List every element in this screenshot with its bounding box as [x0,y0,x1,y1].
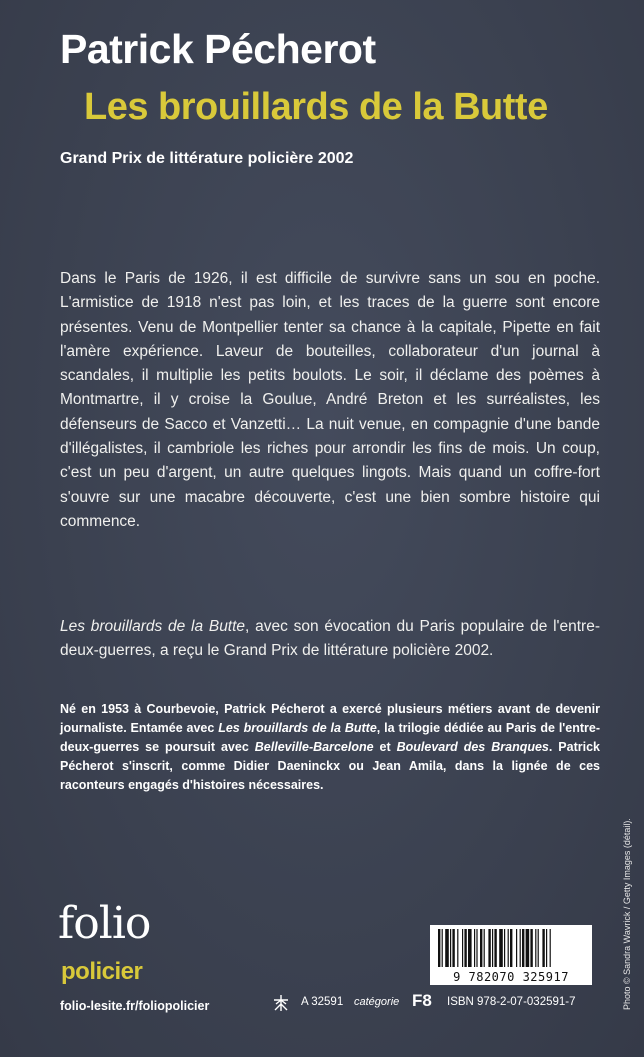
gallimard-icon [272,994,290,1012]
product-code: A 32591 [301,996,344,1008]
bio-text-3: et [373,740,397,754]
bio-title-1: Les brouillards de la Butte [218,721,377,735]
category-code: F8 [412,991,432,1010]
policier-logo: policier [61,958,143,985]
synopsis: Dans le Paris de 1926, il est difficile de survivre sans un sou en poche. L'armistice de 1918 n'est pas loin, et les traces de la guerre sont encore présentes. Venu de Montpellier tenter sa chance à la capitale, Pipette en fait l'amère expérience. Laveur de bouteilles, collaborateur d'un journal à scandales, il multiplie les petits boulots. Le soir, il déclame des poèmes à Montmartre, il y croise la Goulue, André Breton et les surréalistes, les défenseurs de Sacco et Vanzetti… La nuit venue, en compagnie d'une bande d'illégalistes, il cambriole les riches pour arrondir les fins de mois. Un coup, c'est un peu d'argent, un autre quelques lingots. Mais quand un coffre-fort s'ouvre sur une macabre découverte, c'est une bien sombre histoire qui commence. [60,270,600,530]
category-label: catégorie [354,996,400,1008]
barcode [430,925,592,985]
bio-title-3: Boulevard des Branques [396,740,549,754]
folio-logo: folio [58,898,151,949]
bio-text-4: . Patrick Pécherot s'inscrit, comme Didier Daeninckx ou Jean Amila, dans la lignée de ces raconteurs engagés d'histoires nécessaires. [60,740,601,792]
bio-text-2: , la trilogie dédiée au Paris de l'entre-deux-guerres se poursuit avec [60,721,600,754]
prize-paragraph-title: Les brouillards de la Butte [60,618,246,635]
author-bio [60,700,600,795]
isbn: ISBN 978-2-07-032591-7 [447,996,576,1008]
barcode-digits: 9 782070 325917 [453,970,569,984]
book-title: Les brouillards de la Butte [84,86,548,128]
prize-line: Grand Prix de littérature policière 2002 [60,150,354,167]
bio-title-2: Belleville-Barcelone [254,740,374,754]
prize-paragraph-text: , avec son évocation du Paris populaire de l'entre-deux-guerres, a reçu le Grand Prix de littérature policière 2002. [60,618,600,660]
prize-paragraph [60,615,600,664]
website-link[interactable]: folio-lesite.fr/foliopolicier [60,999,210,1013]
bio-text-1: Né en 1953 à Courbevoie, Patrick Pécherot a exercé plusieurs métiers avant de devenir journaliste. Entamée avec [60,702,600,735]
author-name: Patrick Pécherot [60,26,376,72]
photo-credit: Photo © Sandra Wavrick / Getty Images (détail). [622,818,632,1010]
barcode-bars [430,925,592,971]
